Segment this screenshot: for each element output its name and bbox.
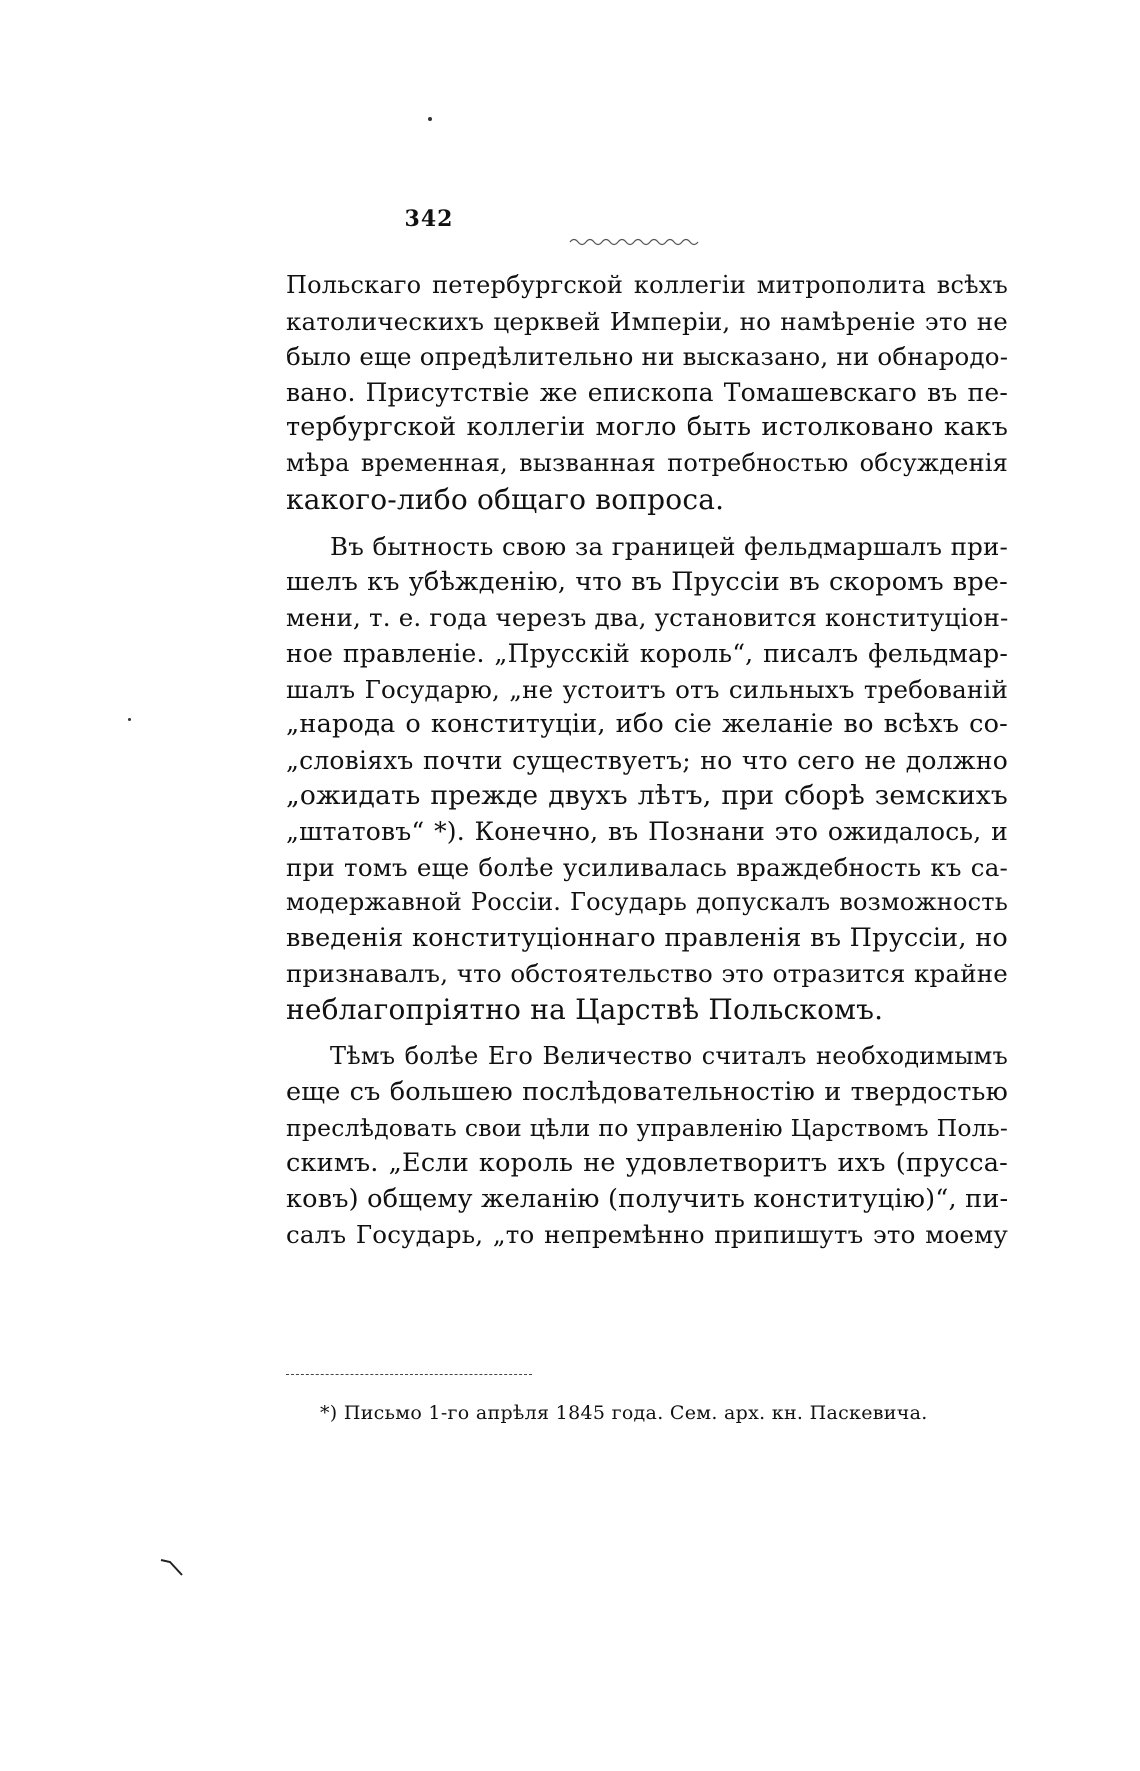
text-line: при томъ еще болѣе усиливалась враждебность къ са- bbox=[286, 852, 1008, 882]
text-line: мѣра временная, вызванная потребностью обсужденія bbox=[286, 448, 1008, 477]
text-line: „словіяхъ почти существуетъ; но что сего не должно bbox=[286, 745, 1008, 775]
ink-speck bbox=[128, 718, 131, 721]
text-line: шелъ къ убѣжденію, что въ Пруссіи въ скоромъ вре- bbox=[286, 566, 1008, 597]
body-text bbox=[286, 268, 1008, 1265]
text-line: было еще опредѣлительно ни высказано, ни обнародо- bbox=[286, 342, 1009, 372]
text-line: Тѣмъ болѣе Его Величество считалъ необходимымъ bbox=[330, 1042, 1008, 1071]
text-line: Въ бытность свою за границей фельдмаршалъ при- bbox=[330, 532, 1008, 562]
text-line: неблагопріятно на Царствѣ Польскомъ. bbox=[286, 992, 884, 1026]
text-line: Польскаго петербургской коллегіи митрополита всѣхъ bbox=[286, 271, 1008, 299]
text-line: „народа о конституціи, ибо сіе желаніе во всѣхъ со- bbox=[286, 709, 1008, 740]
text-line: ное правленіе. „Прусскій король“, писалъ фельдмар- bbox=[286, 638, 1008, 668]
footnote-divider bbox=[286, 1374, 532, 1375]
ink-speck bbox=[428, 117, 432, 121]
margin-pencil-mark bbox=[160, 1558, 186, 1578]
text-line: шалъ Государю, „не устоитъ отъ сильныхъ требованій bbox=[286, 674, 1008, 704]
text-line: введенія конституціоннаго правленія въ Пруссіи, но bbox=[286, 922, 1008, 953]
paragraph bbox=[286, 529, 1008, 1027]
paragraph bbox=[286, 1039, 1008, 1253]
text-line: преслѣдовать свои цѣли по управленію Царствомъ Поль- bbox=[286, 1113, 1008, 1142]
page-number: 342 bbox=[404, 206, 454, 232]
text-line: ковъ) общему желанію (получить конституцію)“, пи- bbox=[286, 1183, 1009, 1214]
footnote: *) Письмо 1-го апрѣля 1845 года. Сем. арх. кн. Паскевича. bbox=[320, 1402, 928, 1424]
text-line: „штатовъ“ *). Конечно, въ Познани это ожидалось, и bbox=[286, 816, 1008, 846]
text-line: какого-либо общаго вопроса. bbox=[286, 482, 725, 516]
paragraph bbox=[286, 268, 1008, 517]
text-line: тербургской коллегіи могло быть истолковано какъ bbox=[286, 412, 1008, 443]
text-line: еще съ большею послѣдовательностію и твердостью bbox=[286, 1077, 1008, 1108]
text-line: „ожидать прежде двухъ лѣтъ, при сборѣ земскихъ bbox=[286, 780, 1008, 812]
text-line: мени, т. е. года черезъ два, установится конституціон- bbox=[286, 603, 1009, 633]
text-line: скимъ. „Если король не удовлетворитъ ихъ (прусса- bbox=[286, 1148, 1008, 1179]
text-line: салъ Государь, „то непремѣнно припишутъ это моему bbox=[286, 1220, 1008, 1250]
text-line: модержавной Россіи. Государь допускалъ возможность bbox=[286, 888, 1008, 917]
text-line: вано. Присутствіе же епископа Томашевскаго въ пе- bbox=[286, 377, 1008, 407]
text-line: признавалъ, что обстоятельство это отразится крайне bbox=[286, 959, 1008, 989]
page-number-ornament bbox=[568, 236, 704, 246]
text-line: католическихъ церквей Имперіи, но намѣреніе это не bbox=[286, 306, 1008, 336]
